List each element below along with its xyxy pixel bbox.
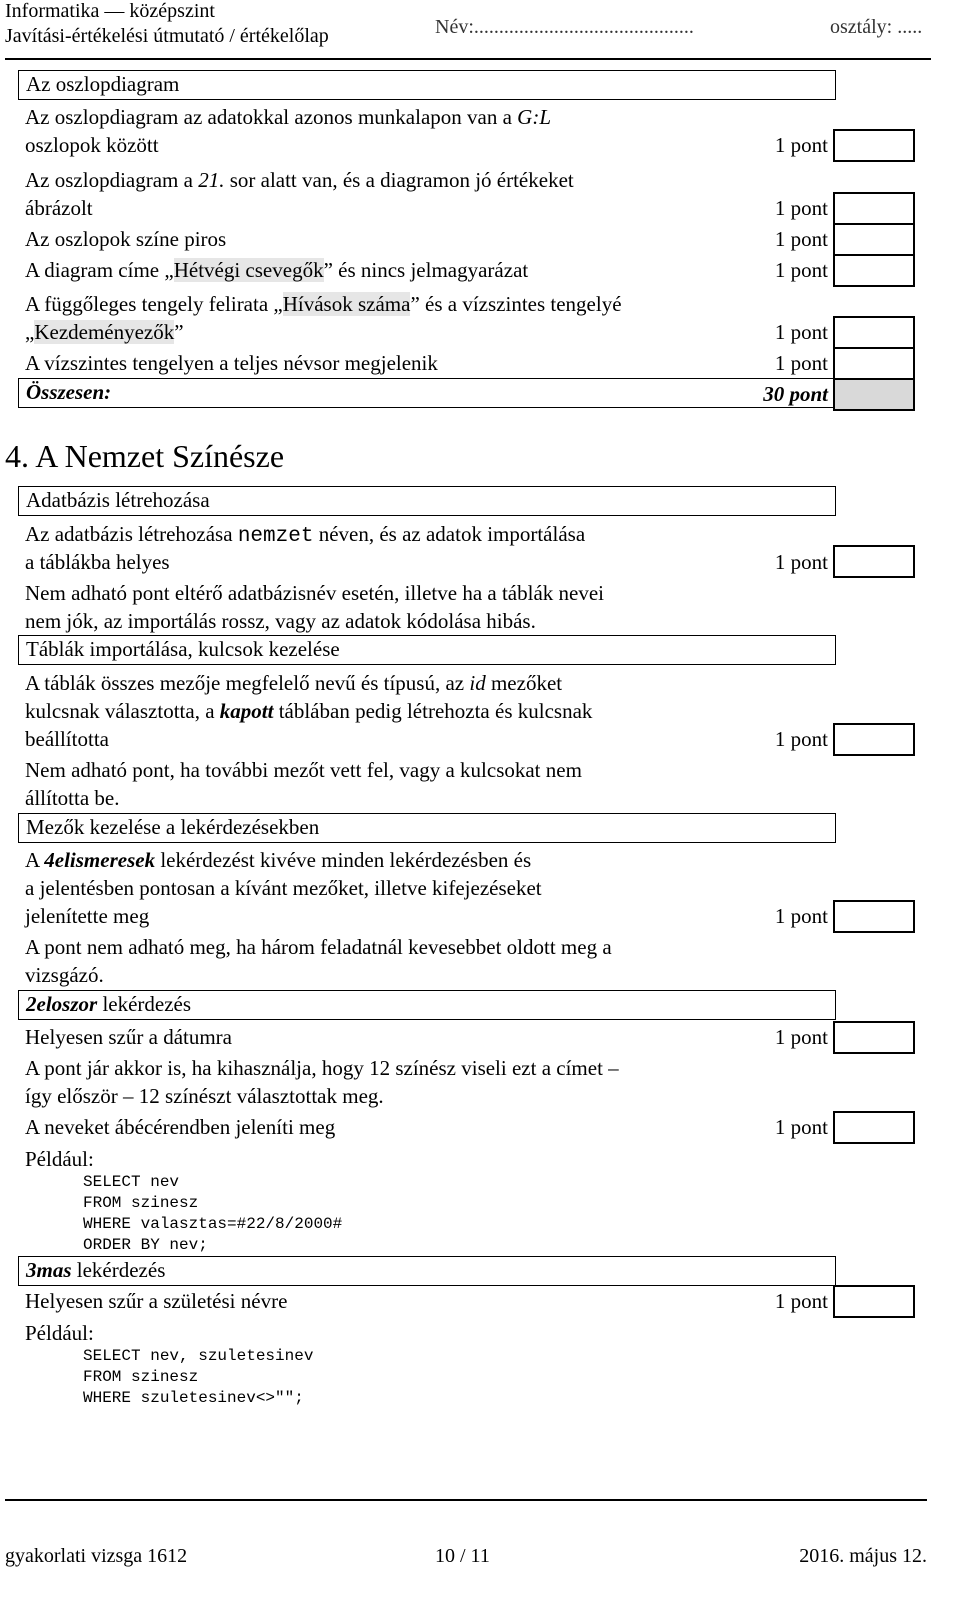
header-subject: Informatika — középszint bbox=[5, 0, 215, 22]
row-db-create-cont: a táblákba helyes bbox=[25, 550, 170, 574]
row-import-cont: kulcsnak választotta, a kapott táblában pedig létrehozta és kulcsnak bbox=[25, 699, 593, 723]
row-bar-color: Az oszlopok színe piros bbox=[25, 227, 227, 251]
points-label: 1 pont bbox=[774, 258, 828, 282]
row-fields-cont: a jelentésben pontosan a kívánt mezőket, illetve kifejezéseket bbox=[25, 876, 542, 900]
points-label: 1 pont bbox=[774, 351, 828, 375]
points-label: 1 pont bbox=[774, 1289, 828, 1313]
row-date-filter: Helyesen szűr a dátumra bbox=[25, 1025, 232, 1049]
score-box[interactable] bbox=[833, 545, 915, 578]
row-fields-cont2: jelenítette meg bbox=[25, 904, 150, 928]
score-box[interactable] bbox=[833, 129, 915, 162]
page-header bbox=[5, 0, 931, 60]
page-footer bbox=[5, 1499, 927, 1617]
row-axis-titles-cont: „Kezdeményezők” bbox=[25, 320, 184, 344]
row-birthname-filter: Helyesen szűr a születési névre bbox=[25, 1289, 288, 1313]
code-line: SELECT nev, szuletesinev bbox=[83, 1347, 314, 1365]
score-box[interactable] bbox=[833, 192, 915, 225]
section-title-fields: Mezők kezelése a lekérdezésekben bbox=[18, 813, 836, 843]
row-fields: A 4elismeresek lekérdezést kivéve minden lekérdezésben és bbox=[25, 848, 532, 872]
row-chart-title: A diagram címe „Hétvégi csevegők” és nincs jelmagyarázat bbox=[25, 258, 529, 282]
code-line: WHERE szuletesinev<>""; bbox=[83, 1389, 304, 1407]
code-line: WHERE valasztas=#22/8/2000# bbox=[83, 1215, 343, 1233]
score-box[interactable] bbox=[833, 1285, 915, 1318]
section-title-import: Táblák importálása, kulcsok kezelése bbox=[18, 635, 836, 665]
points-label: 1 pont bbox=[774, 727, 828, 751]
code-line: ORDER BY nev; bbox=[83, 1236, 208, 1254]
row-axis-titles: A függőleges tengely felirata „Hívások száma” és a vízszintes tengelyé bbox=[25, 292, 622, 316]
footer-page-number: 10 / 11 bbox=[435, 1545, 490, 1567]
points-label: 1 pont bbox=[774, 1115, 828, 1139]
score-box[interactable] bbox=[833, 1021, 915, 1054]
header-name-field: Név:............................................ bbox=[435, 16, 694, 38]
row-chart-position-cont: ábrázolt bbox=[25, 196, 93, 220]
note-import: Nem adható pont, ha további mezőt vett fel, vagy a kulcsokat nem bbox=[25, 758, 582, 782]
score-box[interactable] bbox=[833, 900, 915, 933]
footer-date: 2016. május 12. bbox=[799, 1545, 927, 1567]
example-label: Például: bbox=[25, 1321, 94, 1345]
task-heading: 4. A Nemzet Színésze bbox=[5, 438, 285, 474]
section-title-chart: Az oszlopdiagram bbox=[18, 70, 836, 100]
code-line: FROM szinesz bbox=[83, 1194, 199, 1212]
score-box[interactable] bbox=[833, 347, 915, 380]
score-box[interactable] bbox=[833, 1111, 915, 1144]
note-fields-cont: vizsgázó. bbox=[25, 963, 104, 987]
header-doc-title: Javítási-értékelési útmutató / értékelőlap bbox=[5, 25, 329, 47]
score-box[interactable] bbox=[833, 254, 915, 287]
points-label: 1 pont bbox=[774, 1025, 828, 1049]
score-box[interactable] bbox=[833, 316, 915, 349]
row-chart-location-cont: oszlopok között bbox=[25, 133, 159, 157]
row-import: A táblák összes mezője megfelelő nevű és típusú, az id mezőket bbox=[25, 671, 563, 695]
note-db-create: Nem adható pont eltérő adatbázisnév esetén, illetve ha a táblák nevei bbox=[25, 581, 605, 605]
points-label: 1 pont bbox=[774, 550, 828, 574]
score-box[interactable] bbox=[833, 723, 915, 756]
row-name-list: A vízszintes tengelyen a teljes névsor megjelenik bbox=[25, 351, 438, 375]
row-import-cont2: beállította bbox=[25, 727, 109, 751]
row-chart-location: Az oszlopdiagram az adatokkal azonos munkalapon van a G:L bbox=[25, 105, 552, 129]
points-label: 1 pont bbox=[774, 196, 828, 220]
section-title-3mas: 3mas lekérdezés bbox=[18, 1256, 836, 1286]
code-line: SELECT nev bbox=[83, 1173, 180, 1191]
footer-exam: gyakorlati vizsga 1612 bbox=[5, 1545, 188, 1567]
total-score-box[interactable] bbox=[833, 378, 915, 411]
code-line: FROM szinesz bbox=[83, 1368, 199, 1386]
points-label: 1 pont bbox=[774, 320, 828, 344]
note-import-cont: állította be. bbox=[25, 786, 120, 810]
note-db-create-cont: nem jók, az importálás rossz, vagy az adatok kódolása hibás. bbox=[25, 609, 536, 633]
row-chart-position: Az oszlopdiagram a 21. sor alatt van, és a diagramon jó értékeket bbox=[25, 168, 574, 192]
points-label: 1 pont bbox=[774, 904, 828, 928]
points-label: 1 pont bbox=[774, 133, 828, 157]
points-label: 1 pont bbox=[774, 227, 828, 251]
total-points: 30 pont bbox=[763, 382, 828, 406]
section-title-db-create: Adatbázis létrehozása bbox=[18, 486, 836, 516]
section-title-2eloszor: 2eloszor lekérdezés bbox=[18, 990, 836, 1020]
header-class-field: osztály: ..... bbox=[830, 16, 923, 38]
example-label: Például: bbox=[25, 1147, 94, 1171]
score-box[interactable] bbox=[833, 223, 915, 256]
note-date-filter-cont: így először – 12 színészt választottak meg. bbox=[25, 1084, 384, 1108]
row-sort-names: A neveket ábécérendben jeleníti meg bbox=[25, 1115, 336, 1139]
row-db-create: Az adatbázis létrehozása nemzet néven, és az adatok importálása bbox=[25, 522, 586, 548]
total-row: Összesen: bbox=[18, 378, 836, 408]
note-fields: A pont nem adható meg, ha három feladatnál kevesebbet oldott meg a bbox=[25, 935, 612, 959]
note-date-filter: A pont jár akkor is, ha kihasználja, hogy 12 színész viseli ezt a címet – bbox=[25, 1056, 619, 1080]
